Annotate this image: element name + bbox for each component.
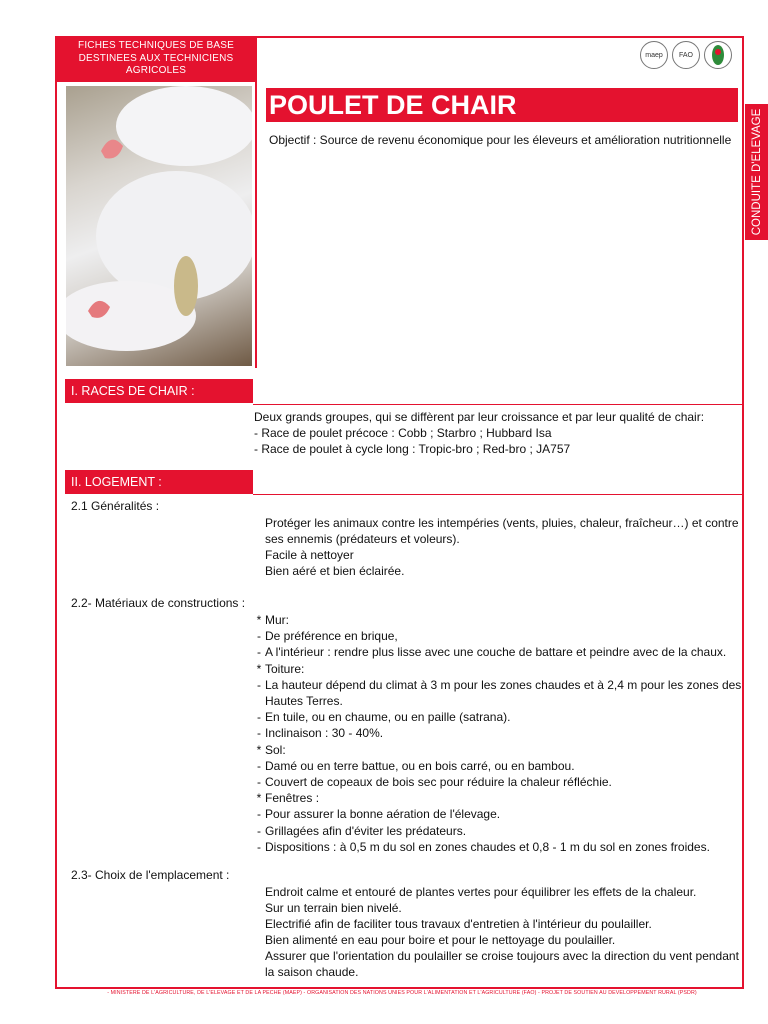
objective-text: Objectif : Source de revenu économique pour les éleveurs et amélioration nutritionnelle (269, 133, 732, 147)
materiaux-list (253, 612, 741, 855)
list-item: * Toiture: (256, 661, 305, 676)
list-item: * Fenêtres : (256, 791, 320, 806)
sub-emplacement-label: 2.3- Choix de l'emplacement : (71, 868, 230, 882)
list-item: - Dispositions : à 0,5 m du sol en zones chaudes et 0,8 - 1 m du sol en zones froides. (257, 839, 710, 854)
divider-line (255, 38, 257, 368)
list-item: - A l'intérieur : rendre plus lisse avec une couche de battare et peindre avec de la chaux. (257, 645, 727, 660)
list-item: - Grillagées afin d'éviter les prédateurs. (257, 823, 467, 838)
emplacement-line: Bien alimenté en eau pour boire et pour le nettoyage du poulailler. (265, 933, 616, 947)
sub-materiaux-label: 2.2- Matériaux de constructions : (71, 596, 246, 610)
emplacement-line: Endroit calme et entouré de plantes vertes pour équilibrer les effets de la chaleur. (265, 885, 697, 899)
generalites-line: Protéger les animaux contre les intempéries (vents, pluies, chaleur, fraîcheur…) et contre (265, 516, 739, 530)
list-item: - Damé ou en terre battue, ou en bois carré, ou en bambou. (257, 758, 575, 773)
emplacement-line: Electrifié afin de faciliter tous travaux d'entretien à l'intérieur du poulailler. (265, 917, 652, 931)
section-races-heading: I. RACES DE CHAIR : (65, 379, 253, 403)
fao-logo: FAO (672, 41, 700, 69)
chicken-photo (66, 86, 252, 366)
section-rule (253, 494, 743, 495)
emplacement-line: la saison chaude. (265, 965, 359, 979)
race-long: - Race de poulet à cycle long : Tropic-bro ; Red-bro ; JA757 (254, 442, 571, 456)
page-title: POULET DE CHAIR (266, 88, 738, 122)
list-item: - En tuile, ou en chaume, ou en paille (satrana). (257, 710, 511, 725)
list-item: - La hauteur dépend du climat à 3 m pour les zones chaudes et à 2,4 m pour les zones des (257, 677, 742, 692)
side-tab-label: CONDUITE D'ELEVAGE (750, 108, 763, 236)
list-item: - De préférence en brique, (257, 629, 398, 644)
generalites-line: ses ennemis (prédateurs et voleurs). (265, 532, 460, 546)
logo-group (640, 41, 732, 69)
emplacement-line: Sur un terrain bien nivelé. (265, 901, 402, 915)
generalites-line: Bien aéré et bien éclairée. (265, 564, 405, 578)
emplacement-line: Assurer que l'orientation du poulailler se croise toujours avec la direction du vent pendant (265, 949, 739, 963)
list-item: - Inclinaison : 30 - 40%. (257, 726, 384, 741)
generalites-line: Facile à nettoyer (265, 548, 354, 562)
race-early: - Race de poulet précoce : Cobb ; Starbro ; Hubbard Isa (254, 426, 552, 440)
maep-logo: maep (640, 41, 668, 69)
section-rule (253, 404, 743, 405)
side-tab (745, 104, 768, 240)
leaf-icon (705, 42, 731, 68)
section-logement-heading: II. LOGEMENT : (65, 470, 253, 494)
list-item: - Pour assurer la bonne aération de l'élevage. (257, 807, 501, 822)
series-header: FICHES TECHNIQUES DE BASE DESTINEES AUX TECHNICIENS AGRICOLES (57, 38, 255, 82)
races-intro: Deux grands groupes, qui se diffèrent par leur croissance et par leur qualité de chair: (254, 410, 705, 424)
list-item: * Sol: (256, 742, 286, 757)
psdr-logo (704, 41, 732, 69)
footer-credits: - MINISTERE DE L'AGRICULTURE, DE L'ELEVAGE ET DE LA PECHE (MAEP) - ORGANISATION DES NATIONS UNIES POUR L'ALIMENTATION ET L'AGRICULTURE (FAO) - PROJET DE SOUTIEN AU DEVELOPPEMENT RURAL (PSDR) (107, 990, 697, 996)
sub-generalites-label: 2.1 Généralités : (71, 499, 160, 513)
list-item: * Mur: (256, 613, 289, 627)
list-item: Hautes Terres. (265, 694, 343, 709)
list-item: - Couvert de copeaux de bois sec pour réduire la chaleur réfléchie. (257, 775, 612, 790)
